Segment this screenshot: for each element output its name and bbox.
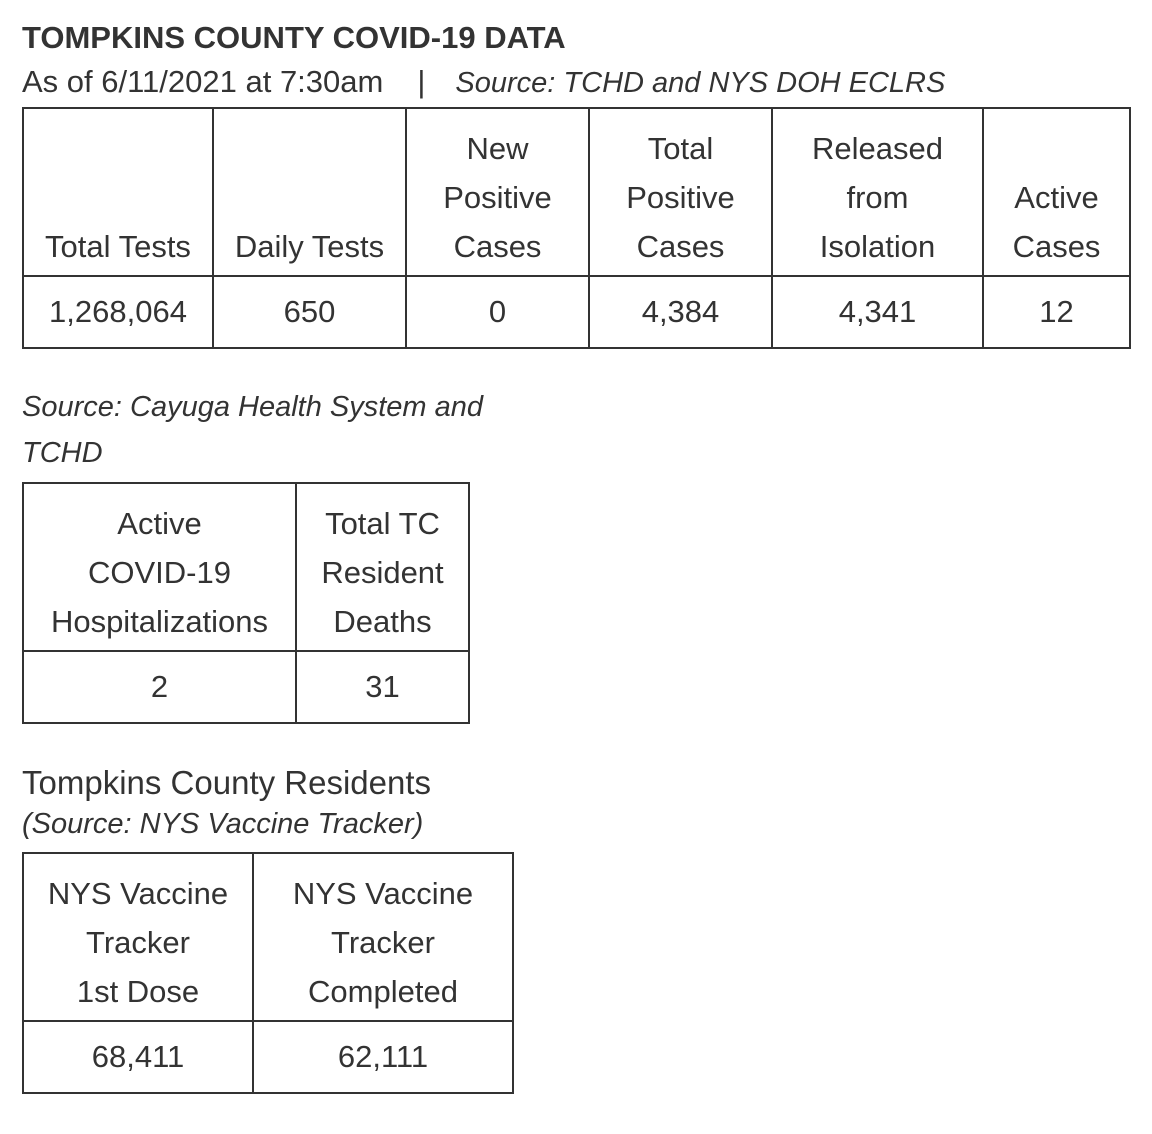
header-total-tests [23, 108, 213, 276]
header-active-cases [983, 108, 1130, 276]
header-released-from-isolation [772, 108, 983, 276]
header-line: Completed [308, 974, 458, 1009]
residents-heading: Tompkins County Residents [22, 764, 432, 801]
source-note-1: Source: TCHD and NYS DOH ECLRS [455, 67, 946, 99]
header-line: Hospitalizations [50, 604, 269, 639]
header-line: New [466, 131, 529, 166]
header-line: COVID-19 [88, 555, 231, 590]
header-line: from [846, 180, 909, 215]
value-total-resident-deaths: 31 [296, 651, 469, 723]
header-line: Tracker [331, 925, 435, 960]
vaccine-tracker-table [22, 852, 514, 1094]
table-row [23, 651, 469, 723]
header-line: Released [812, 131, 943, 166]
header-line: Resident [321, 555, 444, 590]
header-line: Total Tests [45, 229, 191, 264]
header-total-resident-deaths [296, 483, 469, 651]
value-new-positive-cases: 0 [406, 276, 589, 348]
header-line: Total TC [325, 506, 440, 541]
header-line: Active [117, 506, 202, 541]
header-new-positive-cases [406, 108, 589, 276]
header-line: NYS Vaccine [292, 876, 474, 911]
header-active-hospitalizations [23, 483, 296, 651]
table-header-row [23, 108, 1130, 276]
separator: | [417, 64, 426, 99]
header-line: 1st Dose [76, 974, 200, 1009]
header-line: NYS Vaccine [47, 876, 229, 911]
header-line: Positive [626, 180, 735, 215]
header-line: Positive [443, 180, 552, 215]
value-completed: 62,111 [253, 1021, 513, 1093]
value-daily-tests: 650 [213, 276, 406, 348]
header-line: Active [1014, 180, 1099, 215]
header-daily-tests [213, 108, 406, 276]
header-total-positive-cases [589, 108, 772, 276]
value-total-positive-cases: 4,384 [589, 276, 772, 348]
table-row [23, 1021, 513, 1093]
table-header-row [23, 853, 513, 1021]
header-first-dose [23, 853, 253, 1021]
header-line: Tracker [86, 925, 190, 960]
header-completed [253, 853, 513, 1021]
value-active-hospitalizations: 2 [23, 651, 296, 723]
value-first-dose: 68,411 [23, 1021, 253, 1093]
source-note-3: (Source: NYS Vaccine Tracker) [22, 808, 424, 840]
covid-cases-table [22, 107, 1131, 349]
header-line: Cases [1012, 229, 1101, 264]
as-of-date: As of 6/11/2021 at 7:30am [22, 64, 384, 99]
value-total-tests: 1,268,064 [23, 276, 213, 348]
as-of-line [22, 58, 1132, 107]
value-active-cases: 12 [983, 276, 1130, 348]
header-line: Isolation [819, 229, 936, 264]
hospitalizations-deaths-table [22, 482, 470, 724]
header-line: Cases [636, 229, 725, 264]
value-released-from-isolation: 4,341 [772, 276, 983, 348]
table-row [23, 276, 1130, 348]
source-note-2: Source: Cayuga Health System and TCHD [22, 391, 484, 469]
table-header-row [23, 483, 469, 651]
header-line: Deaths [333, 604, 432, 639]
page-content [22, 18, 1132, 1094]
header-line: Cases [453, 229, 542, 264]
header-line: Daily Tests [234, 229, 385, 264]
header-line: Total [647, 131, 714, 166]
page-title: TOMPKINS COUNTY COVID-19 DATA [22, 20, 566, 55]
